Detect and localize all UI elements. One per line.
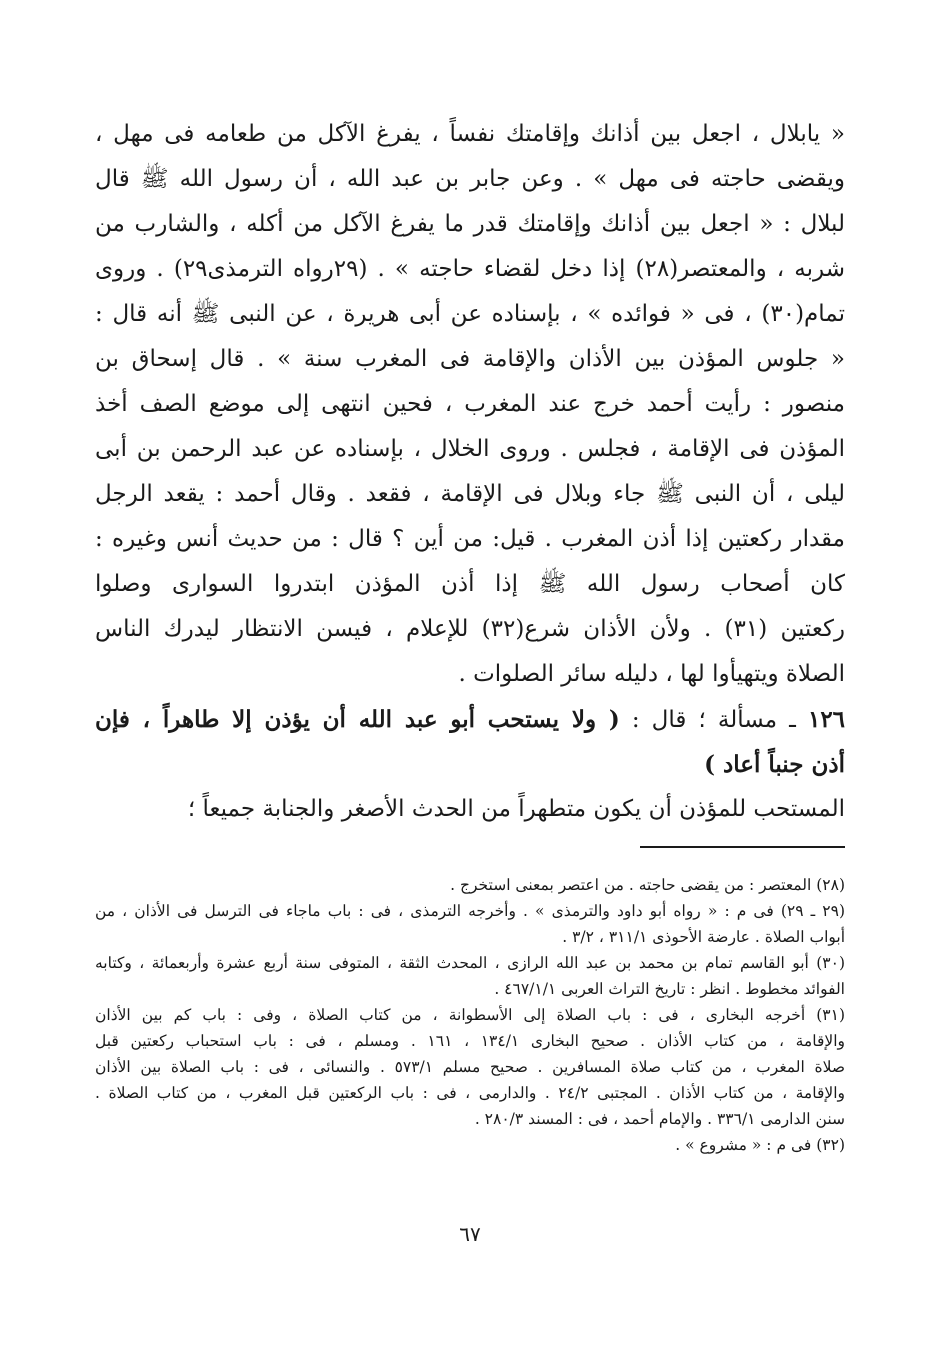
footnote-line: (٣١) أخرجه البخارى ، فى : باب الصلاة إلى الأسطوانة ، من كتاب الصلاة ، وفى : باب كم بين الأذان xyxy=(95,1006,845,1024)
footnote-line: صلاة المغرب ، من كتاب صلاة المسافرين . صحيح مسلم ٥٧٣/١ . والنسائى ، فى : باب الصلاة بين الأذان xyxy=(95,1058,845,1076)
text-line: كان أصحاب رسول الله ﷺ إذا أذن المؤذن ابتدروا السوارى وصلوا xyxy=(95,571,845,597)
footnote-line: سنن الدارمى ٣٣٦/١ . والإمام أحمد ، فى : المسند ٢٨٠/٣ . xyxy=(474,1110,845,1128)
footnote-line: والإقامة ، من كتاب الأذان . المجتبى ٢٤/٢ . والدارمى ، فى : باب الركعتين قبل المغرب ، من كتاب الصلاة . xyxy=(95,1084,845,1102)
text-line: « جلوس المؤذن بين الأذان والإقامة فى المغرب سنة » . قال إسحاق بن xyxy=(95,346,845,372)
text-line: تمام(٣٠) ، فى « فوائده » ، بإسناده عن أبى هريرة ، عن النبى ﷺ أنه قال : xyxy=(95,301,845,327)
issue-label: ـ مسألة ؛ قال : xyxy=(631,707,796,733)
footnote-separator xyxy=(640,846,845,848)
text-line: شربه ، والمعتصر(٢٨) إذا دخل لقضاء حاجته » . (٢٩رواه الترمذى٢٩) . وروى xyxy=(95,256,845,282)
page-number: ٦٧ xyxy=(459,1222,481,1246)
issue-heading xyxy=(95,697,845,742)
footnote-line: (٣٠) أبو القاسم تمام بن محمد بن عبد الله الرازى ، المحدث الثقة ، المتوفى سنة أربع عشرة وأربعمائة ، وكتابه xyxy=(95,954,845,972)
text-line: منصور : رأيت أحمد خرج عند المغرب ، فحين انتهى إلى موضع الصف أخذ xyxy=(95,391,845,417)
footnote-line: (٢٨) المعتصر : من يقضى حاجته . من اعتصر بمعنى استخرج . xyxy=(450,876,845,894)
footnote-line: الفوائد مخطوط . انظر : تاريخ التراث العربى ٤٦٧/١/١ . xyxy=(494,980,845,998)
text-line: « يابلال ، اجعل بين أذانك وإقامتك نفساً ، يفرغ الآكل من طعامه فى مهل ، xyxy=(95,121,845,147)
footnote-line: والإقامة ، من كتاب الأذان . صحيح البخارى ١٣٤/١ ، ١٦١ . ومسلم ، فى : باب استحباب ركعتين قبل xyxy=(95,1032,845,1050)
text-line: الصلاة ويتهيأوا لها ، دليله سائر الصلوات . xyxy=(458,661,845,687)
text-line: ليلى ، أن النبى ﷺ جاء وبلال فى الإقامة ، فقعد . وقال أحمد : يقعد الرجل xyxy=(95,481,845,507)
footnote-line: أبواب الصلاة . عارضة الأحوذى ٣١١/١ ، ٣/٢ . xyxy=(562,928,845,946)
issue-text: ( ولا يستحب أبو عبد الله أن يؤذن إلا طاهراً ، فإن xyxy=(95,706,620,733)
text-line: ركعتين (٣١) . ولأن الأذان شرع(٣٢) للإعلام ، فيسن الانتظار ليدرك الناس xyxy=(95,616,845,642)
issue-number: ١٢٦ xyxy=(807,706,845,733)
commentary-line: المستحب للمؤذن أن يكون متطهراً من الحدث الأصغر والجنابة جميعاً ؛ xyxy=(187,796,845,822)
issue-text-continued: أذن جنباً أعاد ) xyxy=(704,751,845,778)
text-line: ويقضى حاجته فى مهل » . وعن جابر بن عبد الله ، أن رسول الله ﷺ قال xyxy=(95,166,845,192)
text-line: المؤذن فى الإقامة ، فجلس . وروى الخلال ، بإسناده عن عبد الرحمن بن أبى xyxy=(95,436,845,462)
text-line: لبلال : « اجعل بين أذانك وإقامتك قدر ما يفرغ الآكل من أكله ، والشارب من xyxy=(95,211,845,237)
footnotes xyxy=(95,872,845,1158)
main-text-body xyxy=(95,112,845,832)
text-line: مقدار ركعتين إذا أذن المغرب . قيل: من أين ؟ قال : من حديث أنس وغيره : xyxy=(95,526,845,552)
footnote-line: (٢٩ ـ ٢٩) فى م : « رواه أبو داود والترمذى » . وأخرجه الترمذى ، فى : باب ماجاء فى الترسل فى الأذان ، من xyxy=(95,902,845,920)
footnote-line: (٣٢) فى م : « مشروع » . xyxy=(675,1136,845,1154)
